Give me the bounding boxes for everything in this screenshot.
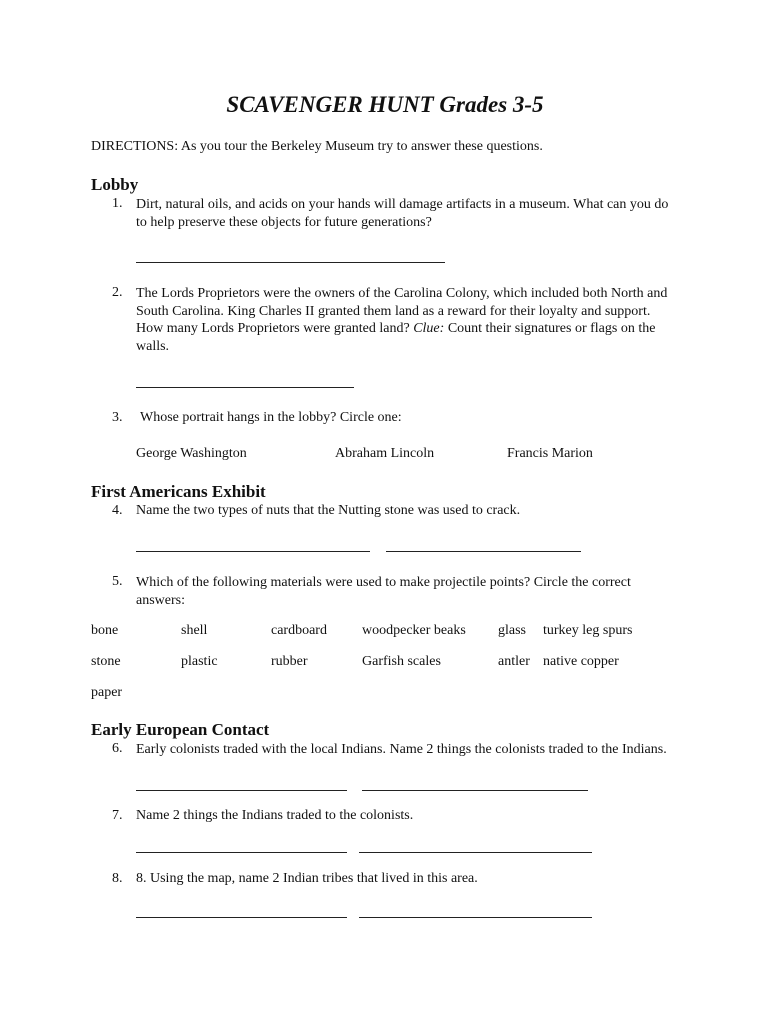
answer-line-4b[interactable] bbox=[386, 551, 581, 552]
material-rubber[interactable]: rubber bbox=[271, 654, 308, 669]
question-number-6: 6. bbox=[112, 741, 123, 756]
question-5-text: Which of the following materials were used to make projectile points? Circle the correct answers: bbox=[136, 575, 631, 608]
question-number-8: 8. bbox=[112, 871, 123, 886]
question-7-text: Name 2 things the Indians traded to the colonists. bbox=[136, 808, 414, 823]
material-native-copper[interactable]: native copper bbox=[543, 654, 619, 669]
material-bone[interactable]: bone bbox=[91, 623, 119, 638]
question-4-text: Name the two types of nuts that the Nutting stone was used to crack. bbox=[136, 503, 521, 518]
question-number-5: 5. bbox=[112, 574, 123, 589]
section-heading-early-european: Early European Contact bbox=[91, 720, 270, 739]
material-paper[interactable]: paper bbox=[91, 685, 123, 700]
answer-line-1[interactable] bbox=[136, 262, 445, 263]
material-shell[interactable]: shell bbox=[181, 623, 208, 638]
answer-line-6b[interactable] bbox=[362, 790, 588, 791]
material-garfish-scales[interactable]: Garfish scales bbox=[362, 654, 441, 669]
directions-text: DIRECTIONS: As you tour the Berkeley Museum try to answer these questions. bbox=[91, 139, 543, 154]
option-abraham-lincoln[interactable]: Abraham Lincoln bbox=[335, 446, 435, 461]
material-stone[interactable]: stone bbox=[91, 654, 121, 669]
material-turkey-leg-spurs[interactable]: turkey leg spurs bbox=[543, 623, 633, 638]
question-number-2: 2. bbox=[112, 285, 123, 300]
answer-line-6a[interactable] bbox=[136, 790, 347, 791]
answer-line-7a[interactable] bbox=[136, 852, 347, 853]
question-2-body: The Lords Proprietors were the owners of the Carolina Colony, which included both North and South Carolina. King Charles II granted them land as a reward for their loyalty and support. How many Lords Proprietors were granted land? bbox=[136, 286, 668, 336]
material-antler[interactable]: antler bbox=[498, 654, 530, 669]
material-woodpecker-beaks[interactable]: woodpecker beaks bbox=[362, 623, 466, 638]
page-title: SCAVENGER HUNT Grades 3-5 bbox=[226, 92, 544, 117]
question-1-text: Dirt, natural oils, and acids on your hands will damage artifacts in a museum. What can you do to help preserve these objects for future generations? bbox=[136, 197, 669, 230]
question-3-text: Whose portrait hangs in the lobby? Circle one: bbox=[140, 410, 402, 425]
question-6-text: Early colonists traded with the local Indians. Name 2 things the colonists traded to the Indians. bbox=[136, 742, 667, 757]
question-2-clue-text: Count their signatures or flags on the walls. bbox=[136, 321, 656, 354]
question-number-1: 1. bbox=[112, 196, 123, 211]
answer-line-8a[interactable] bbox=[136, 917, 347, 918]
answer-line-2[interactable] bbox=[136, 387, 354, 388]
material-cardboard[interactable]: cardboard bbox=[271, 623, 327, 638]
material-plastic[interactable]: plastic bbox=[181, 654, 218, 669]
section-heading-lobby: Lobby bbox=[91, 175, 139, 194]
option-francis-marion[interactable]: Francis Marion bbox=[507, 446, 593, 461]
answer-line-7b[interactable] bbox=[359, 852, 592, 853]
question-number-7: 7. bbox=[112, 808, 123, 823]
answer-line-8b[interactable] bbox=[359, 917, 592, 918]
material-glass[interactable]: glass bbox=[498, 623, 526, 638]
section-heading-first-americans: First Americans Exhibit bbox=[91, 482, 266, 501]
question-8-text: 8. Using the map, name 2 Indian tribes that lived in this area. bbox=[136, 871, 478, 886]
question-number-3: 3. bbox=[112, 410, 123, 425]
option-george-washington[interactable]: George Washington bbox=[136, 446, 247, 461]
question-number-4: 4. bbox=[112, 503, 123, 518]
question-2-clue-label: Clue: bbox=[413, 321, 445, 336]
answer-line-4a[interactable] bbox=[136, 551, 370, 552]
question-2-text bbox=[136, 285, 681, 355]
